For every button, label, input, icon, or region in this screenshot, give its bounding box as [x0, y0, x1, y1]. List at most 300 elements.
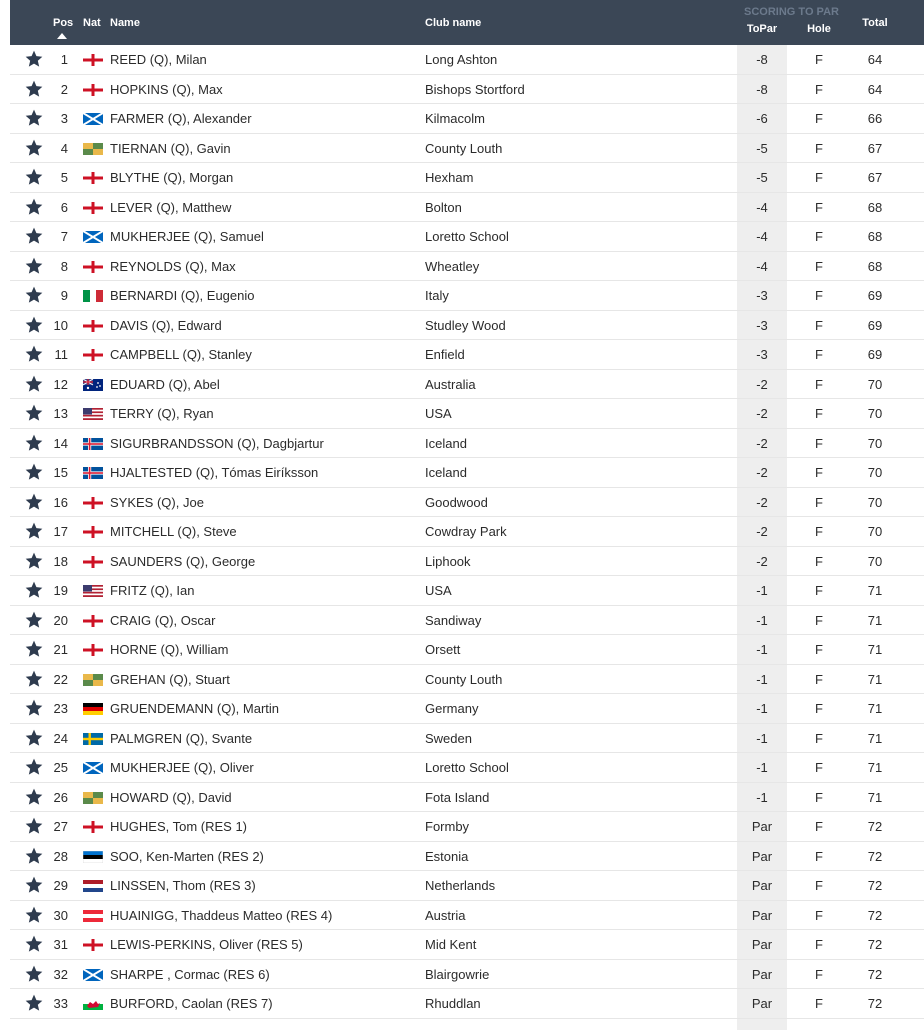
- player-row[interactable]: [10, 724, 924, 754]
- player-row[interactable]: [10, 311, 924, 341]
- iceland-flag-icon: [83, 438, 103, 450]
- hole-column-header: Hole: [807, 23, 831, 35]
- scotland-flag-icon: [83, 762, 103, 774]
- player-name[interactable]: LINSSEN, Thom (RES 3): [110, 878, 256, 893]
- total-score: 70: [867, 376, 883, 392]
- club-name: Sandiway: [425, 612, 482, 628]
- player-row[interactable]: [10, 871, 924, 901]
- club-name: Sweden: [425, 730, 472, 746]
- hole-status: F: [815, 878, 823, 893]
- club-name: Netherlands: [425, 878, 496, 893]
- favorite-star-icon[interactable]: [24, 698, 44, 718]
- hole-status: F: [815, 701, 823, 716]
- scotland-flag-icon: [83, 969, 103, 981]
- total-score: 70: [867, 524, 883, 539]
- position: 27: [53, 819, 68, 834]
- england-flag-icon: [83, 84, 103, 96]
- position: 11: [54, 347, 68, 362]
- position: 17: [53, 524, 68, 539]
- total-score: 68: [867, 258, 883, 274]
- position: 3: [60, 111, 68, 126]
- hole-status: F: [815, 347, 823, 362]
- favorite-star-icon[interactable]: [24, 403, 44, 423]
- club-name: Hexham: [425, 170, 474, 185]
- favorite-star-icon[interactable]: [24, 285, 44, 305]
- hole-status: F: [815, 937, 823, 952]
- to-par-score: -1: [756, 583, 768, 598]
- player-row[interactable]: [10, 193, 924, 223]
- player-row[interactable]: [10, 134, 924, 164]
- hole-status: F: [815, 52, 823, 67]
- position: 32: [53, 966, 68, 982]
- club-name: Germany: [425, 701, 479, 716]
- player-name[interactable]: CRAIG (Q), Oscar: [110, 612, 216, 628]
- player-row[interactable]: [10, 635, 924, 665]
- player-name[interactable]: LEVER (Q), Matthew: [110, 199, 232, 215]
- favorite-star-icon[interactable]: [24, 875, 44, 895]
- player-row[interactable]: [10, 930, 924, 960]
- position: 10: [53, 317, 68, 333]
- club-name: Wheatley: [425, 258, 480, 274]
- player-name[interactable]: REYNOLDS (Q), Max: [110, 258, 236, 274]
- favorite-star-icon[interactable]: [24, 344, 44, 364]
- to-par-score: -5: [756, 170, 768, 185]
- club-name: Iceland: [425, 435, 467, 451]
- england-flag-icon: [83, 644, 103, 656]
- ireland-flag-icon: [83, 792, 103, 804]
- player-name[interactable]: HUGHES, Tom (RES 1): [110, 819, 248, 834]
- favorite-star-icon[interactable]: [24, 639, 44, 659]
- player-name[interactable]: HOPKINS (Q), Max: [110, 81, 223, 97]
- sweden-flag-icon: [83, 733, 103, 745]
- player-name[interactable]: SAUNDERS (Q), George: [110, 553, 256, 569]
- leaderboard: [10, 0, 924, 1011]
- to-par-score: -1: [756, 789, 768, 805]
- to-par-score: -2: [756, 406, 768, 421]
- to-par-score: -6: [756, 111, 768, 126]
- club-name: Mid Kent: [425, 937, 477, 952]
- player-row[interactable]: [10, 75, 924, 105]
- player-name[interactable]: TERRY (Q), Ryan: [110, 406, 214, 421]
- to-par-score: -2: [756, 553, 768, 569]
- total-score: 72: [867, 878, 883, 893]
- to-par-score: Par: [751, 878, 773, 893]
- total-score: 68: [867, 229, 883, 244]
- position: 29: [53, 878, 68, 893]
- favorite-star-icon[interactable]: [24, 521, 44, 541]
- player-row[interactable]: [10, 458, 924, 488]
- to-par-score: Par: [751, 966, 773, 982]
- player-name[interactable]: SHARPE , Cormac (RES 6): [110, 966, 270, 982]
- total-score: 72: [867, 907, 883, 923]
- hole-status: F: [815, 789, 823, 805]
- hole-status: F: [815, 996, 823, 1011]
- to-par-score: -2: [756, 465, 768, 480]
- to-par-score: Par: [751, 996, 773, 1011]
- player-row[interactable]: [10, 252, 924, 282]
- player-row[interactable]: [10, 163, 924, 193]
- player-name[interactable]: PALMGREN (Q), Svante: [110, 730, 253, 746]
- club-name: USA: [425, 583, 452, 598]
- player-name[interactable]: LEWIS-PERKINS, Oliver (RES 5): [110, 937, 303, 952]
- hole-status: F: [815, 524, 823, 539]
- estonia-flag-icon: [83, 851, 103, 863]
- player-name[interactable]: EDUARD (Q), Abel: [110, 376, 220, 392]
- pos-column-header[interactable]: Pos: [53, 17, 74, 29]
- club-name: Loretto School: [425, 229, 509, 244]
- to-par-score: -5: [756, 140, 768, 156]
- position: 24: [53, 730, 68, 746]
- favorite-star-icon[interactable]: [24, 551, 44, 571]
- hole-status: F: [815, 406, 823, 421]
- position: 25: [53, 760, 68, 775]
- austria-flag-icon: [83, 910, 103, 922]
- wales-flag-icon: [83, 998, 103, 1010]
- total-score: 67: [867, 140, 883, 156]
- hole-status: F: [815, 494, 823, 510]
- total-score: 69: [867, 347, 883, 362]
- player-name[interactable]: GREHAN (Q), Stuart: [110, 671, 230, 687]
- hole-status: F: [815, 612, 823, 628]
- favorite-star-icon[interactable]: [24, 934, 44, 954]
- player-name[interactable]: MITCHELL (Q), Steve: [110, 524, 237, 539]
- hole-status: F: [815, 140, 823, 156]
- total-score: 70: [867, 406, 883, 421]
- favorite-star-icon[interactable]: [24, 728, 44, 748]
- favorite-star-icon[interactable]: [24, 669, 44, 689]
- club-name: Cowdray Park: [425, 524, 507, 539]
- england-flag-icon: [83, 261, 103, 273]
- england-flag-icon: [83, 54, 103, 66]
- total-score: 64: [867, 52, 883, 67]
- australia-flag-icon: [83, 379, 103, 391]
- player-row[interactable]: [10, 694, 924, 724]
- position: 14: [53, 435, 68, 451]
- england-flag-icon: [83, 202, 103, 214]
- club-name: Italy: [425, 288, 449, 303]
- hole-status: F: [815, 966, 823, 982]
- hole-status: F: [815, 376, 823, 392]
- total-score: 71: [867, 671, 883, 687]
- player-name[interactable]: BURFORD, Caolan (RES 7): [110, 996, 273, 1011]
- hole-status: F: [815, 465, 823, 480]
- player-row[interactable]: [10, 488, 924, 518]
- total-score: 67: [867, 170, 883, 185]
- player-name[interactable]: MUKHERJEE (Q), Samuel: [110, 229, 264, 244]
- hole-status: F: [815, 730, 823, 746]
- club-name: Austria: [425, 907, 466, 923]
- position: 6: [60, 199, 68, 215]
- player-name[interactable]: MUKHERJEE (Q), Oliver: [110, 760, 254, 775]
- to-par-score: -1: [756, 760, 768, 775]
- favorite-star-icon[interactable]: [24, 816, 44, 836]
- club-name: Formby: [425, 819, 470, 834]
- topar-column-header: ToPar: [746, 23, 778, 35]
- total-score: 64: [867, 81, 883, 97]
- club-name: Loretto School: [425, 760, 509, 775]
- hole-status: F: [815, 199, 823, 215]
- favorite-star-icon[interactable]: [24, 492, 44, 512]
- favorite-star-icon[interactable]: [24, 138, 44, 158]
- to-par-score: -1: [756, 701, 768, 716]
- position: 16: [53, 494, 68, 510]
- to-par-score: -1: [756, 730, 768, 746]
- favorite-star-icon[interactable]: [24, 374, 44, 394]
- favorite-star-icon[interactable]: [24, 79, 44, 99]
- player-row[interactable]: [10, 989, 924, 1019]
- to-par-score: -1: [756, 671, 768, 687]
- to-par-score: Par: [751, 848, 773, 864]
- scotland-flag-icon: [83, 231, 103, 243]
- player-name[interactable]: HJALTESTED (Q), Tómas Eiríksson: [110, 465, 319, 480]
- player-row[interactable]: [10, 222, 924, 252]
- favorite-star-icon[interactable]: [24, 846, 44, 866]
- hole-status: F: [815, 760, 823, 775]
- position: 18: [53, 553, 68, 569]
- player-name[interactable]: BERNARDI (Q), Eugenio: [110, 288, 255, 303]
- player-name[interactable]: FRITZ (Q), Ian: [110, 583, 195, 598]
- position: 9: [60, 288, 68, 303]
- favorite-star-icon[interactable]: [24, 787, 44, 807]
- position: 26: [53, 789, 68, 805]
- club-name: Rhuddlan: [425, 996, 481, 1011]
- player-list: [10, 45, 924, 1019]
- player-row[interactable]: [10, 45, 924, 75]
- hole-status: F: [815, 170, 823, 185]
- player-row[interactable]: [10, 370, 924, 400]
- hole-status: F: [815, 671, 823, 687]
- position: 2: [60, 81, 68, 97]
- club-name: Iceland: [425, 465, 467, 480]
- position: 5: [60, 170, 68, 185]
- usa-flag-icon: [83, 408, 103, 420]
- england-flag-icon: [83, 821, 103, 833]
- total-score: 68: [867, 199, 883, 215]
- player-row[interactable]: [10, 606, 924, 636]
- favorite-star-icon[interactable]: [24, 462, 44, 482]
- club-name: Long Ashton: [425, 52, 498, 67]
- position: 30: [53, 907, 68, 923]
- nat-column-header: Nat: [83, 17, 101, 29]
- to-par-score: -1: [756, 612, 768, 628]
- scoring-to-par-header: SCORING TO PAR: [744, 6, 839, 18]
- favorite-star-icon[interactable]: [24, 993, 44, 1013]
- player-name[interactable]: BLYTHE (Q), Morgan: [110, 170, 234, 185]
- england-flag-icon: [83, 615, 103, 627]
- england-flag-icon: [83, 556, 103, 568]
- to-par-score: Par: [751, 907, 773, 923]
- player-name[interactable]: SOO, Ken-Marten (RES 2): [110, 848, 264, 864]
- player-name[interactable]: DAVIS (Q), Edward: [110, 317, 222, 333]
- player-row[interactable]: [10, 753, 924, 783]
- total-score: 71: [867, 642, 883, 657]
- hole-status: F: [815, 907, 823, 923]
- total-score: 72: [867, 966, 883, 982]
- leaderboard-header: [10, 0, 924, 45]
- hole-status: F: [815, 258, 823, 274]
- to-par-score: -4: [756, 229, 768, 244]
- player-row[interactable]: [10, 340, 924, 370]
- player-row[interactable]: [10, 783, 924, 813]
- total-score: 70: [867, 553, 883, 569]
- player-name[interactable]: TIERNAN (Q), Gavin: [110, 140, 231, 156]
- iceland-flag-icon: [83, 467, 103, 479]
- to-par-score: -2: [756, 524, 768, 539]
- club-name: Kilmacolm: [425, 111, 485, 126]
- to-par-score: Par: [751, 937, 773, 952]
- scotland-flag-icon: [83, 113, 103, 125]
- player-row[interactable]: [10, 281, 924, 311]
- club-name: County Louth: [425, 140, 503, 156]
- position: 21: [53, 642, 68, 657]
- hole-status: F: [815, 81, 823, 97]
- total-score: 71: [867, 789, 883, 805]
- player-name[interactable]: HUAINIGG, Thaddeus Matteo (RES 4): [110, 907, 333, 923]
- total-score: 70: [867, 494, 883, 510]
- club-name: Enfield: [425, 347, 465, 362]
- player-row[interactable]: [10, 547, 924, 577]
- favorite-star-icon[interactable]: [24, 433, 44, 453]
- favorite-star-icon[interactable]: [24, 49, 44, 69]
- position: 19: [53, 583, 68, 598]
- player-row[interactable]: [10, 576, 924, 606]
- club-name: County Louth: [425, 671, 503, 687]
- sort-ascending-icon[interactable]: [57, 33, 67, 39]
- netherlands-flag-icon: [83, 880, 103, 892]
- total-score: 72: [867, 819, 883, 834]
- total-score: 71: [867, 760, 883, 775]
- position: 23: [53, 701, 68, 716]
- england-flag-icon: [83, 497, 103, 509]
- club-name: Liphook: [425, 553, 471, 569]
- favorite-star-icon[interactable]: [24, 757, 44, 777]
- player-row[interactable]: [10, 960, 924, 990]
- hole-status: F: [815, 642, 823, 657]
- hole-status: F: [815, 819, 823, 834]
- total-score: 69: [867, 317, 883, 333]
- club-name: Bolton: [425, 199, 462, 215]
- player-row[interactable]: [10, 104, 924, 134]
- total-score: 66: [867, 111, 883, 126]
- position: 33: [53, 996, 68, 1011]
- club-name: Blairgowrie: [425, 966, 490, 982]
- total-score: 69: [867, 288, 883, 303]
- favorite-star-icon[interactable]: [24, 226, 44, 246]
- player-name[interactable]: SYKES (Q), Joe: [110, 494, 204, 510]
- player-row[interactable]: [10, 429, 924, 459]
- total-score: 70: [867, 435, 883, 451]
- to-par-score: -8: [756, 52, 768, 67]
- hole-status: F: [815, 229, 823, 244]
- position: 28: [53, 848, 68, 864]
- position: 20: [53, 612, 68, 628]
- to-par-score: -4: [756, 199, 768, 215]
- club-name: Fota Island: [425, 789, 490, 805]
- germany-flag-icon: [83, 703, 103, 715]
- club-name: Goodwood: [425, 494, 488, 510]
- player-name[interactable]: CAMPBELL (Q), Stanley: [110, 347, 252, 362]
- position: 15: [53, 465, 68, 480]
- favorite-star-icon[interactable]: [24, 610, 44, 630]
- position: 31: [53, 937, 68, 952]
- to-par-score: -8: [756, 81, 768, 97]
- to-par-score: -3: [756, 347, 768, 362]
- hole-status: F: [815, 848, 823, 864]
- club-name: Studley Wood: [425, 317, 506, 333]
- name-column-header: Name: [110, 17, 140, 29]
- to-par-score: Par: [751, 819, 773, 834]
- total-score: 72: [867, 996, 883, 1011]
- hole-status: F: [815, 288, 823, 303]
- favorite-star-icon[interactable]: [24, 197, 44, 217]
- to-par-score: -2: [756, 494, 768, 510]
- ireland-flag-icon: [83, 674, 103, 686]
- to-par-score: -2: [756, 435, 768, 451]
- player-row[interactable]: [10, 517, 924, 547]
- favorite-star-icon[interactable]: [24, 167, 44, 187]
- player-row[interactable]: [10, 901, 924, 931]
- player-name[interactable]: FARMER (Q), Alexander: [110, 111, 252, 126]
- player-name[interactable]: GRUENDEMANN (Q), Martin: [110, 701, 280, 716]
- player-row[interactable]: [10, 399, 924, 429]
- favorite-star-icon[interactable]: [24, 108, 44, 128]
- position: 13: [53, 406, 68, 421]
- total-score: 70: [867, 465, 883, 480]
- italy-flag-icon: [83, 290, 103, 302]
- favorite-star-icon[interactable]: [24, 315, 44, 335]
- england-flag-icon: [83, 939, 103, 951]
- position: 7: [60, 229, 68, 244]
- hole-status: F: [815, 553, 823, 569]
- total-score: 72: [867, 937, 883, 952]
- player-name[interactable]: HOWARD (Q), David: [110, 789, 232, 805]
- to-par-score: -3: [756, 317, 768, 333]
- club-column-header: Club name: [425, 17, 482, 29]
- england-flag-icon: [83, 172, 103, 184]
- england-flag-icon: [83, 320, 103, 332]
- player-name[interactable]: REED (Q), Milan: [110, 52, 207, 67]
- england-flag-icon: [83, 349, 103, 361]
- to-par-score: -4: [756, 258, 768, 274]
- hole-status: F: [815, 583, 823, 598]
- favorite-star-icon[interactable]: [24, 905, 44, 925]
- favorite-star-icon[interactable]: [24, 964, 44, 984]
- favorite-star-icon[interactable]: [24, 256, 44, 276]
- total-score: 71: [867, 701, 883, 716]
- favorite-star-icon[interactable]: [24, 580, 44, 600]
- england-flag-icon: [83, 526, 103, 538]
- position: 8: [60, 258, 68, 274]
- player-name[interactable]: SIGURBRANDSSON (Q), Dagbjartur: [110, 435, 324, 451]
- to-par-score: -1: [756, 642, 768, 657]
- club-name: Bishops Stortford: [425, 81, 525, 97]
- player-row[interactable]: [10, 665, 924, 695]
- club-name: Estonia: [425, 848, 469, 864]
- player-name[interactable]: HORNE (Q), William: [110, 642, 229, 657]
- usa-flag-icon: [83, 585, 103, 597]
- total-score: 71: [867, 730, 883, 746]
- player-row[interactable]: [10, 842, 924, 872]
- player-row[interactable]: [10, 812, 924, 842]
- club-name: Orsett: [425, 642, 461, 657]
- position: 12: [53, 376, 68, 392]
- position: 1: [60, 52, 68, 67]
- total-score: 71: [867, 612, 883, 628]
- club-name: Australia: [425, 376, 476, 392]
- position: 22: [53, 671, 68, 687]
- hole-status: F: [815, 435, 823, 451]
- to-par-score: -3: [756, 288, 768, 303]
